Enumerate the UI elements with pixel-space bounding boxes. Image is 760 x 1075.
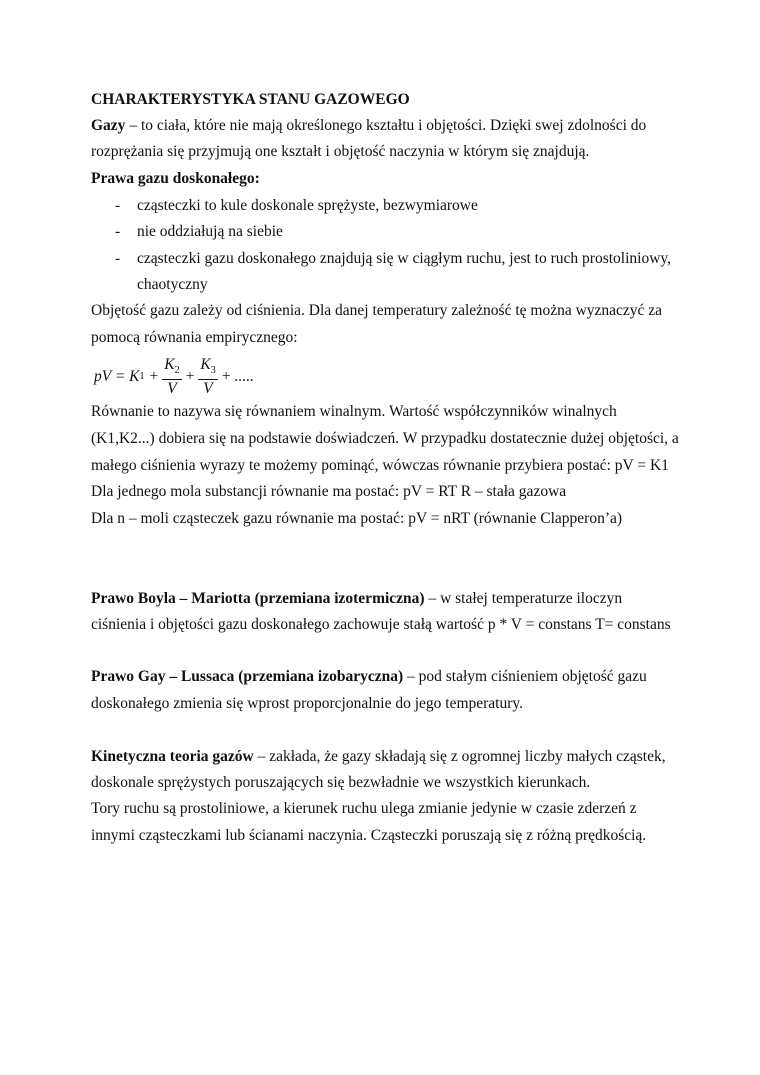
text: – to ciała, które nie mają określonego kształtu i objętości. Dzięki swej zdolności do (125, 117, 647, 134)
bullet-dash: - (115, 250, 121, 267)
boyle-line-1 (91, 590, 622, 608)
sub: 2 (174, 365, 180, 377)
intro-line: pomocą równania empirycznego: (91, 329, 298, 346)
text: – w stałej temperaturze iloczyn (424, 590, 623, 607)
boyle-line-2: ciśnienia i objętości gazu doskonałego zachowuje stałą wartość p * V = constans T= constans (91, 616, 671, 633)
wirial-line: Dla n – moli cząsteczek gazu równanie ma postać: pV = nRT (równanie Clapperon’a) (91, 510, 623, 527)
gaylussac-line-2: doskonałego zmienia się wprost proporcjonalnie do jego temperatury. (91, 695, 524, 712)
num: K (200, 356, 211, 373)
prawa-heading: Prawa gazu doskonałego: (91, 170, 260, 187)
wirial-line: Dla jednego mola substancji równanie ma postać: pV = RT R – stała gazowa (91, 483, 567, 500)
virial-formula (94, 356, 254, 397)
wirial-line: (K1,K2...) dobiera się na podstawie doświadczeń. W przypadku dostatecznie dużej objętości, a (91, 430, 679, 447)
kinetic-line: innymi cząsteczkami lub ścianami naczynia. Cząsteczki poruszają się z różną prędkością. (91, 827, 647, 844)
intro-line: Objętość gazu zależy od ciśnienia. Dla danej temperatury zależność tę można wyznaczyć za (91, 302, 663, 319)
gaylussac-line-1 (91, 668, 647, 686)
bullet-item: cząsteczki gazu doskonałego znajdują się w ciągłym ruchu, jest to ruch prostoliniowy, (137, 250, 672, 267)
wirial-line: małego ciśnienia wyrazy te możemy pominąć, wówczas równanie przybiera postać: pV = K1 (91, 457, 669, 474)
plus: + (185, 367, 195, 385)
term-gazy: Gazy (91, 117, 126, 134)
fraction-k3 (198, 356, 217, 397)
kinetic-line-1 (91, 748, 666, 766)
bullet-dash: - (115, 197, 121, 214)
plus: + (149, 367, 159, 385)
bullet-item: nie oddziałują na siebie (137, 223, 283, 240)
term-boyle: Prawo Boyla – Mariotta (przemiana izotermiczna) (91, 590, 425, 607)
kinetic-line: doskonale sprężystych poruszających się bezwładnie we wszystkich kierunkach. (91, 774, 591, 791)
sub: 3 (210, 365, 216, 377)
gazy-line-2: rozprężania się przyjmują one kształt i objętość naczynia w którym się znajdują. (91, 143, 590, 160)
kinetic-line: Tory ruchu są prostoliniowe, a kierunek ruchu ulega zmianie jedynie w czasie zderzeń z (91, 800, 637, 817)
text: – pod stałym ciśnieniem objętość gazu (403, 668, 647, 685)
den: V (203, 380, 213, 398)
term-kinetic: Kinetyczna teoria gazów (91, 748, 254, 765)
fraction-k2 (162, 356, 181, 397)
wirial-line: Równanie to nazywa się równaniem winalnym. Wartość współczynników winalnych (91, 403, 617, 420)
formula-lhs: pV = K (94, 367, 140, 385)
bullet-item: cząsteczki to kule doskonale sprężyste, bezwymiarowe (137, 197, 478, 214)
formula-tail: + ..... (221, 367, 254, 385)
num: K (164, 356, 175, 373)
sub: 1 (139, 371, 145, 383)
document-title: CHARAKTERYSTYKA STANU GAZOWEGO (91, 91, 410, 108)
gazy-line-1 (91, 117, 646, 135)
term-gaylussac: Prawo Gay – Lussaca (przemiana izobaryczna) (91, 668, 404, 685)
bullet-item-cont: chaotyczny (137, 276, 208, 293)
text: – zakłada, że gazy składają się z ogromnej liczby małych cząstek, (253, 748, 666, 765)
bullet-dash: - (115, 223, 121, 240)
den: V (167, 380, 177, 398)
